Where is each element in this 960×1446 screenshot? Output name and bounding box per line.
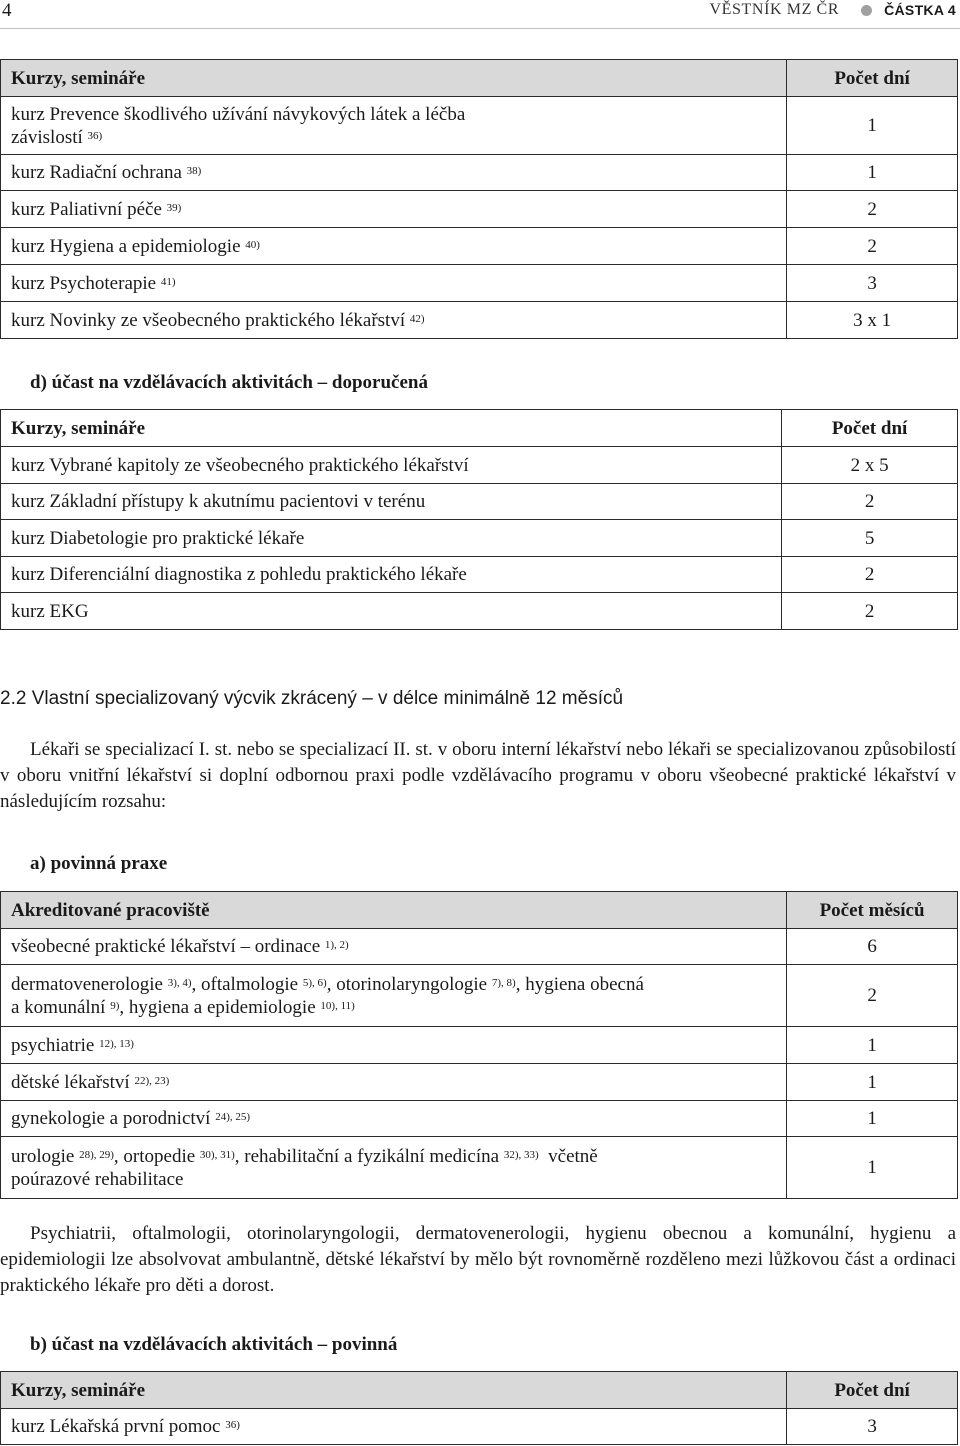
mandatory-courses-table — [0, 1371, 958, 1445]
course-name: kurz Diabetologie pro praktické lékaře — [1, 520, 782, 557]
table-header-row — [1, 60, 958, 97]
page-number: 4 — [2, 0, 12, 21]
table-row — [1, 965, 958, 1027]
workplace-months: 1 — [787, 1137, 958, 1199]
course-days: 3 — [787, 265, 958, 302]
course-days: 5 — [782, 520, 958, 557]
section-heading-mandatory-practice: a) povinná praxe — [30, 853, 168, 874]
course-days: 2 — [787, 191, 958, 228]
workplace-months: 1 — [787, 1027, 958, 1064]
course-days: 2 — [782, 557, 958, 593]
column-header-courses: Kurzy, semináře — [1, 410, 782, 447]
workplace-name: dermatovenerologie $^{3), 4)}$, oftalmologie $^{5), 6)}$, otorinolaryngologie $^{7), 8)}$, hygiena obecná a komunální $^{9)}$, hygiena a epidemiologie $^{10), 11)}$ — [1, 965, 787, 1027]
recommended-courses-table — [0, 409, 958, 630]
workplace-name: urologie $^{28), 29)}$, ortopedie $^{30), 31)}$, rehabilitační a fyzikální medicína $^{32), 33)}$ včetně poúrazové rehabilitace — [1, 1137, 787, 1199]
course-name: kurz Diferenciální diagnostika z pohledu praktického lékaře — [1, 557, 782, 593]
course-name: kurz Vybrané kapitoly ze všeobecného praktického lékařství — [1, 447, 782, 484]
workplace-name: dětské lékařství $^{22), 23)}$ — [1, 1064, 787, 1101]
intro-paragraph: Lékaři se specializací I. st. nebo se specializací II. st. v oboru interní lékařství nebo lékaři se specializovanou způsobilostí v oboru vnitřní lékařství si doplní odbornou praxi podle vzdělávacího programu v oboru všeobecné praktické lékařství v následujícím rozsahu: — [0, 739, 956, 812]
workplace-name: gynekologie a porodnictví $^{24), 25)}$ — [1, 1101, 787, 1137]
note-paragraph: Psychiatrii, oftalmologii, otorinolaryngologii, dermatovenerologii, hygienu obecnou a komunální, hygienu a epidemiologii lze absolvovat ambulantně, dětské lékařství by mělo být rovnoměrně rozděleno mezi lůžkovou část a ordinaci praktického lékaře pro děti a dorost. — [0, 1223, 956, 1296]
course-days: 2 x 5 — [782, 447, 958, 484]
column-header-workplace: Akreditované pracoviště — [1, 892, 787, 929]
column-header-courses: Kurzy, semináře — [1, 1372, 787, 1409]
table-row — [1, 593, 958, 630]
workplace-months: 1 — [787, 1101, 958, 1137]
table-row — [1, 191, 958, 228]
workplace-name: psychiatrie $^{12), 13)}$ — [1, 1027, 787, 1064]
column-header-days: Počet dní — [782, 410, 958, 447]
column-header-days: Počet dní — [787, 1372, 958, 1409]
table-row — [1, 557, 958, 593]
table-row — [1, 1064, 958, 1101]
table-row — [1, 97, 958, 155]
workplace-months: 2 — [787, 965, 958, 1027]
journal-header — [710, 1, 956, 19]
journal-title: VĚSTNÍK MZ ČR — [709, 1, 840, 18]
course-name: kurz Prevence škodlivého užívání návykových látek a léčba závislostí $^{36)}$ — [1, 97, 787, 155]
table-row — [1, 1409, 958, 1445]
courses-table-continued — [0, 59, 958, 339]
table-row — [1, 155, 958, 191]
course-name: kurz Psychoterapie $^{41)}$ — [1, 265, 787, 302]
course-days: 1 — [787, 97, 958, 155]
table-row — [1, 484, 958, 520]
bullet-dot-icon — [861, 5, 872, 16]
section-heading-recommended: d) účast na vzdělávacích aktivitách – doporučená — [30, 372, 428, 393]
course-days: 2 — [782, 484, 958, 520]
table-row — [1, 265, 958, 302]
page-header — [0, 0, 960, 22]
course-name: kurz Radiační ochrana $^{38)}$ — [1, 155, 787, 191]
course-days: 3 x 1 — [787, 302, 958, 339]
table-header-row — [1, 410, 958, 447]
course-name: kurz Novinky ze všeobecného praktického lékařství $^{42)}$ — [1, 302, 787, 339]
column-header-courses: Kurzy, semináře — [1, 60, 787, 97]
course-days: 3 — [787, 1409, 958, 1445]
course-name: kurz Hygiena a epidemiologie $^{40)}$ — [1, 228, 787, 265]
workplace-months: 1 — [787, 1064, 958, 1101]
table-header-row — [1, 1372, 958, 1409]
course-name: kurz Základní přístupy k akutnímu pacientovi v terénu — [1, 484, 782, 520]
table-row — [1, 929, 958, 965]
header-rule — [0, 28, 960, 29]
course-days: 2 — [782, 593, 958, 630]
course-days: 1 — [787, 155, 958, 191]
course-name: kurz Lékařská první pomoc $^{36)}$ — [1, 1409, 787, 1445]
workplace-months: 6 — [787, 929, 958, 965]
table-row — [1, 1137, 958, 1199]
course-days: 2 — [787, 228, 958, 265]
table-header-row — [1, 892, 958, 929]
issue-part: ČÁSTKA 4 — [884, 2, 956, 18]
section-heading-mandatory-activities: b) účast na vzdělávacích aktivitách – povinná — [30, 1334, 398, 1355]
table-row — [1, 1027, 958, 1064]
column-header-months: Počet měsíců — [787, 892, 958, 929]
table-row — [1, 447, 958, 484]
workplace-name: všeobecné praktické lékařství – ordinace $^{1), 2)}$ — [1, 929, 787, 965]
table-row — [1, 228, 958, 265]
course-name: kurz EKG — [1, 593, 782, 630]
table-row — [1, 520, 958, 557]
column-header-days: Počet dní — [787, 60, 958, 97]
course-name: kurz Paliativní péče $^{39)}$ — [1, 191, 787, 228]
accredited-workplaces-table — [0, 891, 958, 1199]
table-row — [1, 302, 958, 339]
section-subheading: 2.2 Vlastní specializovaný výcvik zkrácený – v délce minimálně 12 měsíců — [0, 688, 624, 709]
table-row — [1, 1101, 958, 1137]
